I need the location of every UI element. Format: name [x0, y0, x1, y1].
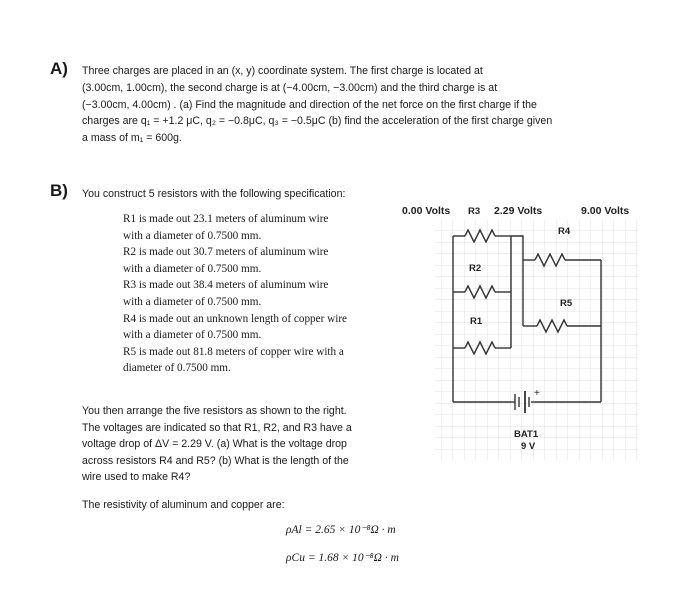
voltage-label-right: 9.00 Volts [581, 205, 630, 217]
question-line: The voltages are indicated so that R1, R2, and R3 have a [82, 421, 352, 434]
spec-line: diameter of 0.7500 mm. [123, 362, 231, 375]
spec-line: with a diameter of 0.7500 mm. [123, 262, 262, 275]
part-a-line: a mass of m₁ = 600g. [82, 132, 182, 145]
voltage-label-mid: 2.29 Volts [494, 205, 543, 217]
r4-label: R4 [558, 226, 571, 237]
r1-label: R1 [470, 316, 483, 327]
part-b-question [82, 403, 392, 486]
question-line: wire used to make R4? [82, 471, 191, 484]
part-a-line: charges are q₁ = +1.2 μC, q₂ = −0.8μC, q₃ = −0.5μC (b) find the acceleration of the first charge given [82, 115, 553, 128]
spec-line: with a diameter of 0.7500 mm. [123, 229, 262, 242]
spec-line: R1 is made out 23.1 meters of aluminum wire [123, 213, 329, 225]
resistor-spec-list [123, 211, 393, 377]
part-b-label: B) [50, 181, 68, 200]
part-a-line: (−3.00cm, 4.00cm) . (a) Find the magnitude and direction of the net force on the first charge if the [82, 98, 537, 111]
voltage-label-left: 0.00 Volts [402, 205, 451, 217]
part-a-line: (3.00cm, 1.00cm), the second charge is at (−4.00cm, −3.00cm) and the third charge is at [82, 81, 498, 94]
battery-voltage: 9 V [521, 441, 536, 452]
spec-line: with a diameter of 0.7500 mm. [123, 295, 262, 308]
resistivity-intro: The resistivity of aluminum and copper are: [82, 499, 285, 511]
question-line: You then arrange the five resistors as shown to the right. [82, 405, 347, 417]
part-a-text [82, 63, 642, 147]
r5-label: R5 [560, 298, 573, 309]
r3-label: R3 [468, 206, 481, 217]
part-a-label: A) [50, 59, 68, 78]
question-line: voltage drop of ΔV = 2.29 V. (a) What is the voltage drop [82, 438, 347, 451]
battery-plus-sign: + [534, 388, 540, 399]
spec-line: R5 is made out 81.8 meters of copper wire with a [123, 345, 344, 358]
spec-line: R3 is made out 38.4 meters of aluminum wire [123, 279, 329, 292]
battery-label: BAT1 [514, 429, 539, 440]
spec-line: R4 is made out an unknown length of copper wire [123, 312, 348, 325]
part-a-line: Three charges are placed in an (x, y) coordinate system. The first charge is located at [82, 65, 483, 77]
question-line: across resistors R4 and R5? (b) What is the length of the [82, 454, 349, 467]
rho-aluminum: ρAl = 2.65 × 10⁻⁸Ω · m [286, 524, 396, 536]
spec-line: with a diameter of 0.7500 mm. [123, 329, 262, 342]
circuit-diagram [395, 196, 645, 466]
r2-label: R2 [469, 263, 482, 274]
part-b-intro: You construct 5 resistors with the following specification: [82, 188, 346, 200]
spec-line: R2 is made out 30.7 meters of aluminum wire [123, 246, 329, 259]
rho-copper: ρCu = 1.68 × 10⁻⁸Ω · m [286, 552, 399, 564]
